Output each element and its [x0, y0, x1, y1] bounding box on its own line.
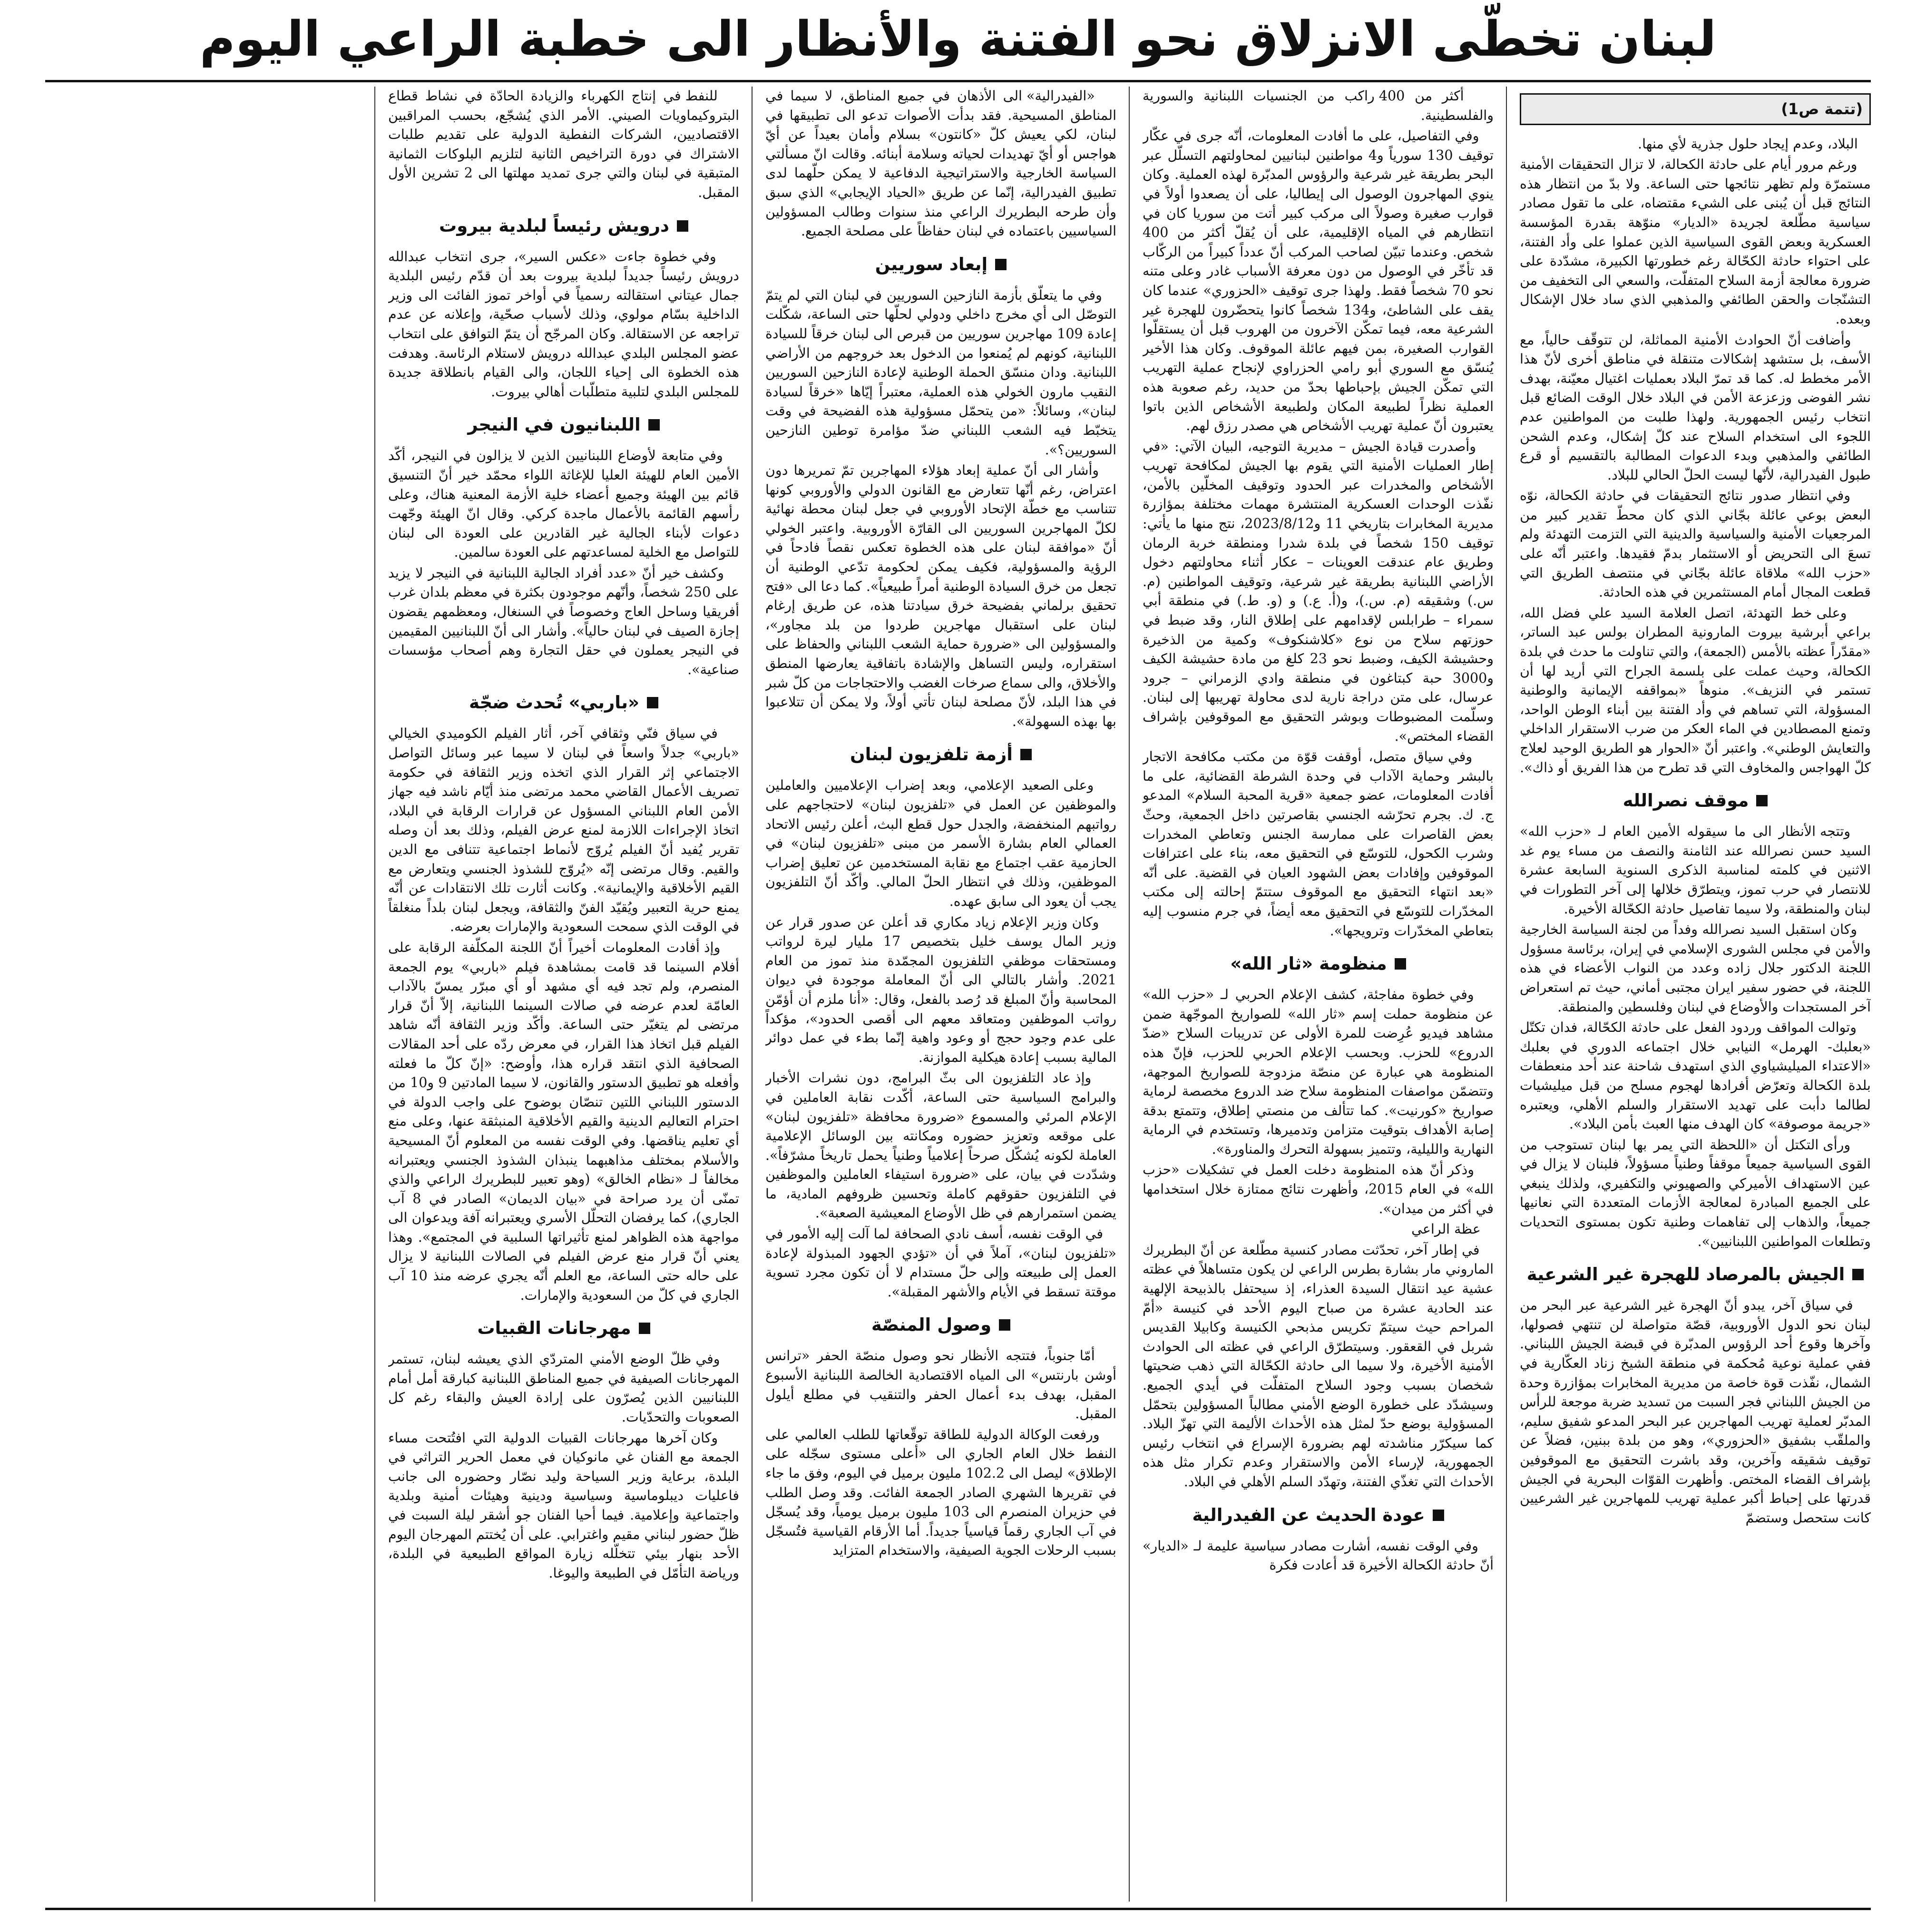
- article-paragraph: وفي ظلّ الوضع الأمني المتردّي الذي يعيشه لبنان، تستمر المهرجانات الصيفية في جميع المناطق اللبنانية كبارقة أمل أمام اللبنانيين الذين يُصرّون على إرادة العيش والبقاء رغم كل الصعوبات والتحدّيات.: [388, 1351, 739, 1425]
- article-paragraph: في إطار آخر، تحدّثت مصادر كنسية مطّلعة عن أنّ البطريرك الماروني مار بشارة بطرس الراعي لن يكون متساهلاً في عظته عشية عيد انتقال السيدة العذراء، إذ سيحتفل بالذبيحة الإلهية عند الحادية عشرة من صباح اليوم الأحد في كنيسة «أمّ المراحم حيث سيتمّ تكريس مذبحي الكنيسة وكابيلا القديس شربل في القعقور. وسيتطرّق الراعي في عظته الى الحوادث الأمنية الأخيرة، ولا سيما الى حادثة الكحّالة التي ذهب ضحيتها شخصان بسبب وجود السلاح المتفلّت في أيدي الجميع. وسيشدّد على خطورة الوضع الأمني مطالباً المسؤولين بتحمّل المسؤولية بوضع حدّ لمثل هذه الأحداث الأليمة التي تهزّ البلاد. كما سيكرّر مناشدته لهم بضرورة الإسراع في انتخاب رئيس الجمهورية، لإرساء الأمن والاستقرار وعدم تكرار مثل هذه الأحداث التي تغذّي الفتنة، وتهدّد السلم الأهلي في البلاد.: [1143, 1242, 1494, 1490]
- article-paragraph: أكثر من 400 راكب من الجنسيات اللبنانية والسورية والفلسطينية.: [1143, 88, 1494, 123]
- section-heading: [765, 254, 1116, 275]
- article-paragraph: وفي متابعة لأوضاع اللبنانيين الذين لا يزالون في النيجر، أكّد الأمين العام للهيئة العليا للإغاثة اللواء محمّد خير أنّ التنسيق قائم بين الهيئة وجميع أعضاء خلية الأزمة المعنية هناك، وعلى رأسهم القائمة بالأعمال ماجدة كركي. وقال انّ الهيئة وجّهت دعوات لأبناء الجالية غير القادرين على العودة الى لبنان للتواصل مع الخلية لمساعدتهم على العودة سالمين.: [388, 448, 739, 560]
- square-bullet-icon: [639, 1323, 650, 1334]
- section-heading: [765, 744, 1116, 765]
- column-divider: [374, 87, 375, 1902]
- section-heading: [1520, 1264, 1871, 1285]
- article-paragraph: وكان استقبل السيد نصرالله وفداً من لجنة السياسة الخارجية والأمن في مجلس الشورى الإسلامي في إيران، برئاسة مسؤول اللجنة الدكتور جلال زاده وعدد من النواب الأعضاء في هذه اللجنة، في حضور سفير ايران مجتبى أماني، حيث تم استعراض آخر المستجدات والأوضاع في لبنان وفلسطين والمنطقة.: [1520, 922, 1871, 1015]
- section-heading-text: أزمة تلفزيون لبنان: [850, 744, 1013, 765]
- article-paragraph: وعلى خط التهدئة، اتصل العلامة السيد علي فضل الله، براعي أبرشية بيروت المارونية المطران بولس عبد الساتر، «مقدّراً عظته بالأمس (الجمعة)، والتي تناولت ما حدث في بلدة الكحالة، وحيث عملت على بلسمة الجراح التي أريد لها أن تستمر في النزيف». منوهاً «بمواقفه الإيمانية والوطنية المسؤولة، التي تساهم في وأد الفتنة بين أبناء الوطن الواحد، وتمنع المصطادين في الماء العكر من ضرب الاستقرار الداخلي والتعايش الوطني». واعتبر أنّ «الحوار هو الطريق الوحيد لعلاج كلّ الهواجس والمخاوف التي قد تطرح من هذا الفريق أو ذاك».: [1520, 605, 1871, 775]
- section-heading: [765, 1314, 1116, 1336]
- article-paragraph: «الفيدرالية» الى الأذهان في جميع المناطق، لا سيما في المناطق المسيحية. فقد بدأت الأصوات تدعو الى تطبيقها في لبنان، لكي يعيش كلّ «كانتون» بسلام وأمان بعيداً عن أيّ هواجس أو أيّ تهديدات لحياته وسلامة أبنائه. وقالت انّ مسألتي السياسة الخارجية والاستراتيجية الدفاعية لا يمكن حلّهما لدى تطبيق الفيدرالية، إنّما عن طريق «الحياد الإيجابي» الذي سبق وأن طرحه البطريرك الراعي منذ سنوات وطالب المسؤولين السياسيين باعتماده في لبنان حفاظاً على مصلحة الجميع.: [765, 88, 1116, 239]
- continuation-box: (تتمة ص1): [1520, 93, 1871, 125]
- article-paragraph: أمّا جنوباً، فتتجه الأنظار نحو وصول منصّة الحفر «ترانس أوشن بارنتس» الى المياه الاقتصادية الخالصة اللبنانية الأسبوع المقبل، بهدف بدء أعمال الحفر والتنقيب في مطلع أيلول المقبل.: [765, 1348, 1116, 1422]
- article-paragraph: للنفط في إنتاج الكهرباء والزيادة الحادّة في نشاط قطاع البتروكيماويات الصيني. الأمر الذي يُشجّع، بحسب المراقبين الاقتصاديين، الشركات النفطية الدولية على تقديم طلبات الاشتراك في دورة التراخيص الثانية لتلزيم البلوكات الثمانية المتبقية في لبنان والتي جرى تمديد مهلتها الى 2 تشرين الأول المقبل.: [388, 88, 739, 200]
- section-heading-text: إبعاد سوريين: [875, 254, 988, 275]
- square-bullet-icon: [995, 259, 1007, 270]
- section-heading: [388, 414, 739, 436]
- article-paragraph: في الوقت نفسه، أسف نادي الصحافة لما آلت إليه الأمور في «تلفزيون لبنان»، آملاً في أن «تؤدي الجهود المبذولة لإعادة العمل إلى طبيعته وإلى حلّ مستدام لا أن تكون مجرد تسوية موقتة تسقط في الأيام والأشهر المقبلة».: [765, 1226, 1116, 1300]
- article-paragraph: وكان آخرها مهرجانات القبيات الدولية التي افتُتحت مساء الجمعة مع الفنان غي مانوكيان في معمل الحرير التراثي في البلدة، برعاية وزير السياحة وليد نصّار وحضوره الى جانب فاعليات ديبلوماسية وسياسية ودينية وهيئات أمنية وبلدية واجتماعية وإعلامية. فيما أحيا الفنان جو أشقر ليلة السبت في ظلّ حضور لبناني مقيم واغترابي. على أن يُختتم المهرجان اليوم الأحد بنهار بيئي تتخلّله زيارة المواقع الطبيعية في البلدة، ورياضة التأمّل في الطبيعة واليوغا.: [388, 1430, 739, 1581]
- article-paragraph: ورغم مرور أيام على حادثة الكحالة، لا تزال التحقيقات الأمنية مستمرّة ولم تظهر نتائجها حتى الساعة. ولا بدّ من انتظار هذه النتائج قبل أن يُبنى على الشيء مقتضاه، على ما تقول مصادر سياسية مطّلعة لجريدة «الديار» منوّهة بقدرة المؤسسة العسكرية وبعض القوى السياسية الذين عملوا على وأد الفتنة، على احتواء حادثة الكحّالة رغم خطورتها الكبيرة، مشدّدة على ضرورة معالجة أزمة السلاح المتفلّت، والسعي الى التخفيف من التشنّجات والحقن الطائفي والمذهبي الذي ساد خلال الإشكال وبعده.: [1520, 157, 1871, 327]
- square-bullet-icon: [1020, 749, 1032, 760]
- article-paragraph: وفي التفاصيل، على ما أفادت المعلومات، أنّه جرى في عكّار توقيف 130 سورياً و4 مواطنين لبنانيين لمحاولتهم التسلّل عبر البحر بطريقة غير شرعية والرؤوس المدبّرة لهذه العملية. وكان ينوي المهاجرون الوصول الى إيطاليا، على أن يصعدوا أولاً في قوارب صغيرة وصولاً الى مركب كبير أتت من سوريا كان في انتظارهم في المياه الإقليمية، على أن يُقلّ أكثر من 400 شخص. وعندما تبيّن لصاحب المركب أنّ عدداً كبيراً من الركّاب قد تأخّر في الوصول من دون معرفة الأسباب غادر وعلى متنه نحو 70 شخصاً فقط. ولهذا جرى توقيف «الحزوري» عندما كان يقف على الشاطئ، و134 شخصاً كانوا يتحضّرون للهجرة غير الشرعية معه، فيما تمكّن الآخرون من الهروب قبل أن يستقلّوا القوارب الصغيرة، بمن فيهم عائلة الموقوف. وكان هذا الأخير يُنسّق مع السوري أبو رامي الحزراوي لإنجاح عملية التهريب التي تمكّن الجيش بإحباطها بحدّ من حديد، رغم صعوبة هذه العملية نظراً لطبيعة المكان ولطبيعة الأشخاص الذين باتوا يعتبرون أنّ عملية تهريب الأشخاص هي مصدر رزق لهم.: [1143, 128, 1494, 434]
- article-column-1: [1520, 87, 1871, 1902]
- article-paragraph: وفي الوقت نفسه، أشارت مصادر سياسية عليمة لـ «الديار» أنّ حادثة الكحالة الأخيرة قد أعادت فكرة: [1143, 1538, 1494, 1573]
- square-bullet-icon: [677, 220, 688, 232]
- section-heading-text: عودة الحديث عن الفيدرالية: [1192, 1504, 1425, 1525]
- article-column-4: [388, 87, 739, 1902]
- square-bullet-icon: [1852, 1269, 1864, 1280]
- section-heading: [1520, 790, 1871, 812]
- column-divider: [1506, 87, 1507, 1902]
- article-paragraph: وفي سياق متصل، أوقفت قوّة من مكتب مكافحة الاتجار بالبشر وحماية الآداب في وحدة الشرطة القضائية، على ما أفادت المعلومات، عضو جمعية «قرية المحبة السلام» المدعو ج. ك. بجرم تحرّشه الجنسي بقاصرتين داخل الجمعية، وحثّ بعض القاصرات على ممارسة الجنس وتعاطي المخدرات وشرب الكحول، للتوسّع في التحقيق معه، بناء على اعترافات الموقوفين وإفادات بعض الشهود العيان في القضية. على أنّه «بعد انتهاء التحقيق مع الموقوف ستتمّ إحالته إلى مكتب المخدّرات للتوسّع في التحقيق معه أيضاً، في جرم منسوب إليه بتعاطي المخدّرات وترويجها».: [1143, 749, 1494, 939]
- headline-rule: [45, 80, 1871, 82]
- footer-rule: [45, 1908, 1871, 1910]
- page-headline: لبنان تخطّى الانزلاق نحو الفتنة والأنظار الى خطبة الراعي اليوم: [199, 11, 1717, 68]
- section-heading-text: الجيش بالمرصاد للهجرة غير الشرعية: [1526, 1264, 1845, 1285]
- square-bullet-icon: [1395, 958, 1406, 970]
- article-paragraph: وأصدرت قيادة الجيش – مديرية التوجيه، البيان الآتي: «في إطار العمليات الأمنية التي يقوم بها الجيش لمكافحة تهريب الأشخاص والمخدرات عبر الحدود وتوقيف المخلّين بالأمن، نفّذت الوحدات العسكرية المنتشرة مهمات مختلفة بمؤازرة مديرية المخابرات بتاريخي 11 و2023/8/12، نتج منها ما يأتي: توقيف 150 شخصاً في بلدة شدرا ومنطقة خربة الرمان وطريق عام عندقت العوينات – عكار أثناء محاولتهم دخول الأراضي اللبنانية بطريقة غير شرعية، وتوقيف المواطنين (م. س.) وشقيقه (م. س.)، و(أ. ع.) و (و. ط.) في منطقة أبي سمراء – طرابلس لإقدامهم على إطلاق النار، وقد ضبط في حوزتهم سلاح من نوع «كلاشنكوف» وكمية من الذخيرة وحشيشة الكيف، وضبط نحو 23 كلغ من مادة حشيشة الكيف و3000 حبة كبتاغون في منطقة وادي الزمراني – جرود عرسال، على متن دراجة نارية لدى محاولة تهريبها إلى لبنان. وسلّمت المضبوطات وبوشر التحقيق مع الموقوفين بإشراف القضاء المختص».: [1143, 438, 1494, 744]
- article-paragraph: وكان وزير الإعلام زياد مكاري قد أعلن عن صدور قرار عن وزير المال يوسف خليل بتخصيص 17 مليار ليرة لرواتب ومستحقات موظفي التلفزيون المجمّدة منذ تموز من العام 2021. وأشار بالتالي الى أنّ المعاملة موجودة في ديوان المحاسبة وأنّ المبلغ قد رُصد بالفعل، وقال: «أنا ملزم أن أؤمّن رواتب الموظفين ومتعاقد معهم الى أقصى الحدود»، مؤكداً على عدم وجود حجج أو وعود واهية إنّما بطء في عمل دوائر المالية بسبب إعادة هيكلية الموازنة.: [765, 914, 1116, 1065]
- section-heading-text: مهرجانات القبيات: [477, 1318, 631, 1339]
- article-column-2: [1143, 87, 1494, 1902]
- article-paragraph: البلاد، وعدم إيجاد حلول جذرية لأي منها.: [1638, 136, 1858, 152]
- article-column-3: [765, 87, 1116, 1902]
- article-paragraph: وفي خطوة مفاجئة، كشف الإعلام الحربي لـ «حزب الله» عن منظومة حملت إسم «ثار الله» للصواريخ الموجّهة ضمن مشاهد فيديو عُرِضت للمرة الأولى عن تدريبات السلاح «ضدّ الدروع» للحزب. وبحسب الإعلام الحربي للحزب، فإنّ هذه المنظومة هي عبارة عن منصّة مزدوجة للصواريخ الموجهة، وتتضمّن مواصفات المنظومة سلاح ضد الدروع مخصصة لرماية صواريخ «كورنيت». كما تتألف من منصتي إطلاق، وتتمتع بدقة إصابة الأهداف بتوقيت متزامن وتدميرها، وتستخدم في الرماية النهارية والليلية، وتتميز بسهولة التحرك والمناورة».: [1143, 987, 1494, 1157]
- article-paragraph: وعلى الصعيد الإعلامي، وبعد إضراب الإعلاميين والعاملين والموظفين عن العمل في «تلفزيون لبنان» لاحتجاجهم على رواتبهم المنخفضة، والجدل حول قطع البث، أعلن رئيس الاتحاد العمالي العام بشارة الأسمر من مبنى «تلفزيون لبنان» في الحازمية عقب اجتماع مع نقابة المستخدمين عن تعليق إضراب الموظفين، وذلك في انتظار الحلّ المالي. وأكّد أنّ التلفزيون يجب أن يعود الى سابق عهده.: [765, 777, 1116, 909]
- article-paragraph: وفي خطوة جاءت «عكس السير»، جرى انتخاب عبدالله درويش رئيساً جديداً لبلدية بيروت بعد أن قدّم رئيس البلدية جمال عيتاني استقالته رسمياً في أواخر تموز الفائت الى وزير الداخلية بسّام مولوي، وذلك لأسباب صحّية، وإعلانه عن عدم تراجعه عن الاستقالة. وكان المرجّح أن يتمّ التوافق على انتخاب عضو المجلس البلدي عبدالله درويش لاستلام الرئاسة. وهدفت هذه الخطوة الى إحياء اللجان، والى القيام بانطلاقة جديدة للمجلس البلدي لتلبية متطلّبات أهالي بيروت.: [388, 248, 739, 400]
- article-paragraph: في سياق آخر، يبدو أنّ الهجرة غير الشرعية عبر البحر من لبنان نحو الدول الأوروبية، قصّة متواصلة لن تنتهي فصولها، وآخرها وقوع أحد الرؤوس المدبّرة في قبضة الجيش اللبناني. ففي عملية نوعية مُحكمة في منطقة الشيخ زناد العكّارية في الشمال، نفّذت قوة خاصة من مديرية المخابرات بمؤازرة وحدة من الجيش اللبناني فجر السبت من تسديد ضربة موجعة للرأس المدبّر لعملية تهريب المهاجرين عبر البحر المدعو شفيق سليم، والملقّب بشفيق «الحزوري»، وهو من بلدة ببنين، فضلاً عن توقيف شقيقه وآخرين، وقد باشرت التحقيق مع الموقوفين بإشراف القضاء المختص. وأظهرت القوّات البحرية في الجيش قدرتها على إحباط أكبر عملية تهريب للمهاجرين غير الشرعيين كانت ستحصل وستضمّ: [1520, 1297, 1871, 1526]
- section-heading: [1143, 953, 1494, 975]
- section-heading-text: اللبنانيون في النيجر: [468, 414, 641, 435]
- column-divider: [1129, 87, 1130, 1902]
- article-paragraph: وفي انتظار صدور نتائج التحقيقات في حادثة الكحالة، نوّه البعض بوعي عائلة بجّاني الذي كان محطّ تقدير كبير من المرجعيات الأمنية والسياسية والدينية التي التزمت التهدئة ولم تسعَ الى التحريض أو الاستثمار بدمّ فقيدها. واعتبر أنّه على «حزب الله» ملاقاة عائلة بجّاني في منتصف الطريق التي قطعت المجال أمام المستثمرين في هذه الحادثة.: [1520, 488, 1871, 600]
- section-heading: [388, 692, 739, 714]
- column-divider: [752, 87, 753, 1902]
- article-paragraph: ورأى التكتل أن «اللحظة التي يمر بها لبنان تستوجب من القوى السياسية جميعاً موقفاً وطنياً مسؤولاً، فلبنان لا يزال في عين الاستهداف الأميركي والصهيوني والتكفيري، ولذلك ينبغي على الجميع المبادرة لمعالجة الأزمات المتعددة التي نعانيها جميعاً، والذهاب إلى تفاهمات وطنية تكون بمستوى التحديات وتطلعات المواطنين اللبنانيين».: [1520, 1137, 1871, 1249]
- article-paragraph: وأشار الى أنّ عملية إبعاد هؤلاء المهاجرين تمّ تمريرها دون اعتراض، رغم أنّها تتعارض مع القانون الدولي والأوروبي كونها تتناسب مع خطّة الإتحاد الأوروبي في جعل لبنان محطة نهائية لكلّ المهاجرين السوريين الى القارّة الأوروبية. واعتبر الخولي أنّ «موافقة لبنان على هذه الخطوة تعكس نقصاً فادحاً في الرؤية والمسؤولية، فكيف يمكن لحكومة تدّعي الوطنية أن تجعل من خرق السيادة الوطنية أمراً طبيعياً». كما دعا الى «فتح تحقيق برلماني بفضيحة خرق سيادتنا هذه، عن طريق إرغام لبنان على استقبال مهاجرين طردوا من بلد مجاور»، والمسؤولين الى «ضرورة حماية الشعب اللبناني والحفاظ على استقراره، وليس التساهل والإشادة باتفاقية يعارضها المنطق والأخلاق، والى سماع صرخات الغضب والاحتجاجات من كلّ شبر في هذا البلد، لأنّ مصلحة لبنان تأتي أولاً، ولا يمكن أن تتلاعبوا بها بهذه السهولة».: [765, 462, 1116, 729]
- square-bullet-icon: [1756, 795, 1768, 806]
- article-paragraph: وتتجه الأنظار الى ما سيقوله الأمين العام لـ «حزب الله» السيد حسن نصرالله عند الثامنة والنصف من مساء يوم غد الاثنين في كلمته لمناسبة الذكرى السنوية السابعة عشرة للانتصار في حرب تموز، ويتطرّق خلالها إلى آخر التطورات في لبنان والمنطقة، ولا سيما تفاصيل حادثة الكحّالة الأخيرة.: [1520, 824, 1871, 917]
- square-bullet-icon: [648, 419, 660, 431]
- section-heading-text: درويش رئيساً لبلدية بيروت: [439, 215, 669, 236]
- article-paragraph: وفي ما يتعلّق بأزمة النازحين السوريين في لبنان التي لم يتمّ التوصّل الى أي مخرج داخلي ودولي لحلّها حتى الساعة، شكّلت إعادة 109 مهاجرين سوريين من قبرص الى لبنان خرقاً للسيادة اللبنانية، كونهم لم يُمنعوا من الدخول بعد خروجهم من الأراضي اللبنانية. ودان منسّق الحملة الوطنية لإعادة النازحين السوريين النقيب مارون الخولي هذه العملية، معتبراً إيّاها «خرقاً لسيادة لبنان»، وسائلاً: «من يتحمّل مسؤولية هذه الفضيحة في وقت يتخبّط فيه الشعب اللبناني ضدّ مؤامرة توطين النازحين السوريين؟».: [765, 287, 1116, 458]
- section-heading: [1143, 1504, 1494, 1526]
- section-heading: [388, 1317, 739, 1339]
- article-paragraph: ورفعت الوكالة الدولية للطاقة توقّعاتها للطلب العالمي على النفط خلال العام الجاري الى «أعلى مستوى سجّله على الإطلاق» ليصل الى 102.2 مليون برميل في اليوم، وفق ما جاء في تقريرها الشهري الصادر الجمعة الفائت. وقد وصل الطلب في حزيران المنصرم الى 103 مليون برميل يومياً، وقد يُسجّل في آب الجاري رقماً قياسياً جديداً. أما الأرقام القياسية فتُسجّل بسبب الرحلات الجوية الصيفية، والاستخدام المتزايد: [765, 1426, 1116, 1559]
- article-paragraph: وتوالت المواقف وردود الفعل على حادثة الكحّالة، فدان تكتّل «بعلبك- الهرمل» النيابي خلال اجتماعه الدوري في بعلبك «الاعتداء الميليشياوي الذي استهدف شاحنة عند أحد منعطفات بلدة الكحالة وتعرّض أفرادها لهجوم مسلح من قبل ميليشيات لطالما دأبت على تهديد الاستقرار والسلم الأهلي، ويعتبره «جريمة موصوفة» كان الهدف منها العبث بأمن البلاد».: [1520, 1020, 1871, 1132]
- section-heading-text: موقف نصرالله: [1623, 790, 1749, 811]
- article-paragraph: عظة الراعي: [1411, 1221, 1481, 1237]
- article-paragraph: وإذ عاد التلفزيون الى بثّ البرامج، دون نشرات الأخبار والبرامج السياسية حتى الساعة، أكّدت نقابة العاملين في الإعلام المرئي والمسموع «ضرورة محافظة «تلفزيون لبنان» على موقعه وتعزيز حضوره ومكانته بين الوسائل الإعلامية العاملة لكونه يُشكّل صرحاً إعلامياً وطنياً يحمل تاريخاً مشرّفاً». وشدّدت في بيان، على «ضرورة استيفاء العاملين والموظفين في التلفزيون حقوقهم كاملة وتحسين ظروفهم المادية، ما يضمن استمرارهم في ظل الأوضاع المعيشية الصعبة».: [765, 1070, 1116, 1221]
- section-heading: [388, 215, 739, 237]
- section-heading-text: «باربي» تُحدث ضجّة: [469, 692, 639, 713]
- square-bullet-icon: [1433, 1510, 1444, 1521]
- article-paragraph: وإذ أفادت المعلومات أخيراً أنّ اللجنة المكلّفة الرقابة على أفلام السينما قد قامت بمشاهدة فيلم «باربي» يوم الجمعة المنصرم، ولم تجد فيه أي مشهد أو أي مبرّر يمسّ بالآداب العامّة لعدم عرضه في صالات السينما اللبنانية، إلاّ أنّ قرار مرتضى لم يتغيّر حتى الساعة. وأكّد وزير الثقافة أنّه شاهد الفيلم قبل اتخاذ هذا القرار، في معرض ردّه على أحد المقالات الصحافية الذي انتقد قراره هذا، وأوضح: «إنّ كلّ ما فعلته وأفعله هو تطبيق الدستور والقانون، لا سيما المادتين 9 و10 من الدستور اللبناني اللتين تنصّان بوضوح على واجب الدولة في احترام التعاليم الدينية والقيم الأخلاقية المنبثقة عنها، وعلى منع أي تعليم يناقضها. وفي الوقت نفسه من المعلوم أنّ المسيحية والأسلام بمختلف مذاهبهما ينبذان الشذوذ الجنسي ويعتبرانه مخالفاً لـ «نظام الخالق» (وهو تعبير للبطريرك الراعي والذي تمنّى أن يرد صراحة في «بيان الديمان» الصادر في 8 آب الجاري)، كما يرفضان التحلّل الأسري ويعتبرانه آفة ويدعوان الى مواجهة هذه الظواهر لمنع تأثيراتها السلبية في المجتمع». وهذا يعني أنّ قرار منع عرض الفيلم في الصالات اللبنانية لا يزال على حاله حتى الساعة، مع العلم أنّه يجري عرضه منذ 10 آب الجاري في كلّ من السعودية والإمارات.: [388, 939, 739, 1303]
- square-bullet-icon: [647, 697, 658, 708]
- article-paragraph: وكشف خير أنّ «عدد أفراد الجالية اللبنانية في النيجر لا يزيد على 250 شخصاً، وأنّهم موجودون بكثرة في معظم بلدان غرب أفريقيا وساحل العاج وخصوصاً في السنغال، ومعظمهم يقضون إجازة الصيف في لبنان حالياً». وأشار الى أنّ اللبنانيين المقيمين في النيجر يعملون في حقل التجارة وهم أصحاب مؤسسات صناعية».: [388, 565, 739, 677]
- square-bullet-icon: [999, 1319, 1010, 1331]
- section-heading-text: منظومة «ثار الله»: [1230, 953, 1387, 974]
- section-heading-text: وصول المنصّة: [871, 1314, 992, 1335]
- article-paragraph: وذكر أنّ هذه المنظومة دخلت العمل في تشكيلات «حزب الله» في العام 2015، وأظهرت نتائج ممتازة خلال استخدامها في أكثر من ميدان».: [1143, 1162, 1494, 1216]
- article-paragraph: في سياق فنّي وثقافي آخر، أثار الفيلم الكوميدي الخيالي «باربي» جدلاً واسعاً في لبنان لا سيما عبر وسائل التواصل الاجتماعي إثر القرار الذي اتخذه وزير الثقافة في حكومة تصريف الأعمال القاضي محمد مرتضى منذ أيّام ناشد فيه جهاز الأمن العام اللبناني المسؤول عن قرارات الرقابة في البلاد، اتخاذ الإجراءات اللازمة لمنع عرض الفيلم، وذلك بعد أن وصله تقرير يُفيد أنّ الفيلم يُروّج لأنماط اجتماعية تتنافى مع الدين والقيم. وقال مرتضى إنّه «يُروّج للشذوذ الجنسي ويتعارض مع القيم الأخلاقية والإيمانية». وكانت أثارت تلك الانتقادات عن أنّه يمنع حرية التعبير ويُقيّد الفنّ والثقافة، ويجعل لبنان بلداً منغلقاً في الوقت الذي سمحت السعودية والإمارات بعرضه.: [388, 726, 739, 935]
- article-paragraph: وأضافت أنّ الحوادث الأمنية المماثلة، لن تتوقّف حالياً، مع الأسف، بل ستشهد إشكالات متنقلة في مناطق أخرى لأنّ هذا الأمر مخطط له. كما قد تمرّ البلاد بعمليات اغتيال معيّنة، بهدف نشر الفوضى وزعزعة الأمن في البلاد خلال الوقت الضائع قبل انتخاب رئيس الجمهورية. ولهذا طلبت من المواطنين عدم اللجوء الى استخدام السلاح عند كلّ إشكال، وعدم الشحن الطائفي والمذهبي وبدء الدعوات المطالبة بالتقسيم أو قرع طبول الفيدرالية، لأنّها ليست الحلّ الحالي للبلاد.: [1520, 332, 1871, 483]
